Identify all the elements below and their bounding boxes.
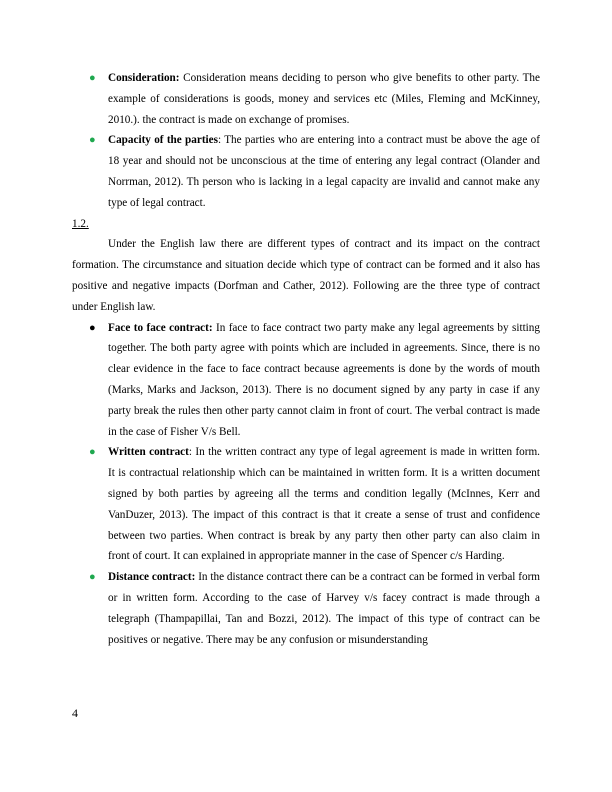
bullet-text: Consideration means deciding to person who give benefits to other party. The example of considerations is goods, money and services etc (Miles, Fleming and McKinney, 2010.). the contract is made on exchange of promises.: [108, 72, 540, 126]
bullet-item-written: [72, 442, 540, 567]
bullet-list-bottom: [72, 318, 540, 651]
bullet-term: Capacity of the parties: [108, 134, 218, 147]
bullet-text: : In the written contract any type of legal agreement is made in written form. It is contractual relationship which can be maintained in written form. It is a written document signed by both parties by agreeing all the terms and condition legally (McInnes, Kerr and VanDuzer, 2013). The impact of this contract is that it create a sense of trust and confidence between two parties. When contract is break by any party then other party can also claim in front of court. It can explained in appropriate manner in the case of Spencer c/s Harding.: [108, 446, 540, 563]
bullet-text: : The parties who are entering into a contract must be above the age of 18 year and should not be unconscious at the time of entering any legal contract (Olander and Norrman, 2012). Th person who is lacking in a legal capacity are invalid and cannot make any type of legal contract.: [108, 134, 540, 209]
bullet-term: Face to face contract:: [108, 321, 213, 334]
bullet-item-capacity: [72, 130, 540, 213]
bullet-list-top: [72, 68, 540, 214]
bullet-dot-icon: ●: [89, 134, 96, 147]
bullet-item-distance: [72, 567, 540, 650]
page-content: [72, 68, 540, 650]
section-heading: 1.2.: [72, 217, 89, 230]
bullet-item-face-to-face: [72, 318, 540, 443]
bullet-dot-icon: ●: [89, 571, 96, 584]
bullet-dot-icon: ●: [89, 321, 96, 334]
bullet-dot-icon: ●: [89, 446, 96, 459]
bullet-text: In face to face contract two party make any legal agreements by sitting together. The both party agree with points which are included in agreements. Since, there is no clear evidence in the face to face contract because agreements is done by the words of mouth (Marks, Marks and Jackson, 2013). There is no document signed by any party in case if any party break the rules then other party cannot claim in front of court. The verbal contract is made in the case of Fisher V/s Bell.: [108, 321, 540, 438]
bullet-term: Distance contract:: [108, 571, 196, 584]
bullet-dot-icon: ●: [89, 72, 96, 84]
bullet-term: Written contract: [108, 446, 189, 459]
page-number: 4: [72, 706, 78, 720]
intro-paragraph: Under the English law there are different types of contract and its impact on the contract formation. The circumstance and situation decide which type of contract can be formed and it also has positive and negative impacts (Dorfman and Cather, 2012). Following are the three type of contract under English law.: [72, 238, 540, 313]
bullet-text: In the distance contract there can be a contract can be formed in verbal form or in written form. According to the case of Harvey v/s facey contract is made through a telegraph (Thampapillai, Tan and Bozzi, 2012). The impact of this type of contract can be positives or negative. There may be any confusion or misunderstanding: [108, 571, 540, 646]
bullet-item-consideration: [72, 68, 540, 130]
bullet-term: Consideration:: [108, 72, 180, 84]
